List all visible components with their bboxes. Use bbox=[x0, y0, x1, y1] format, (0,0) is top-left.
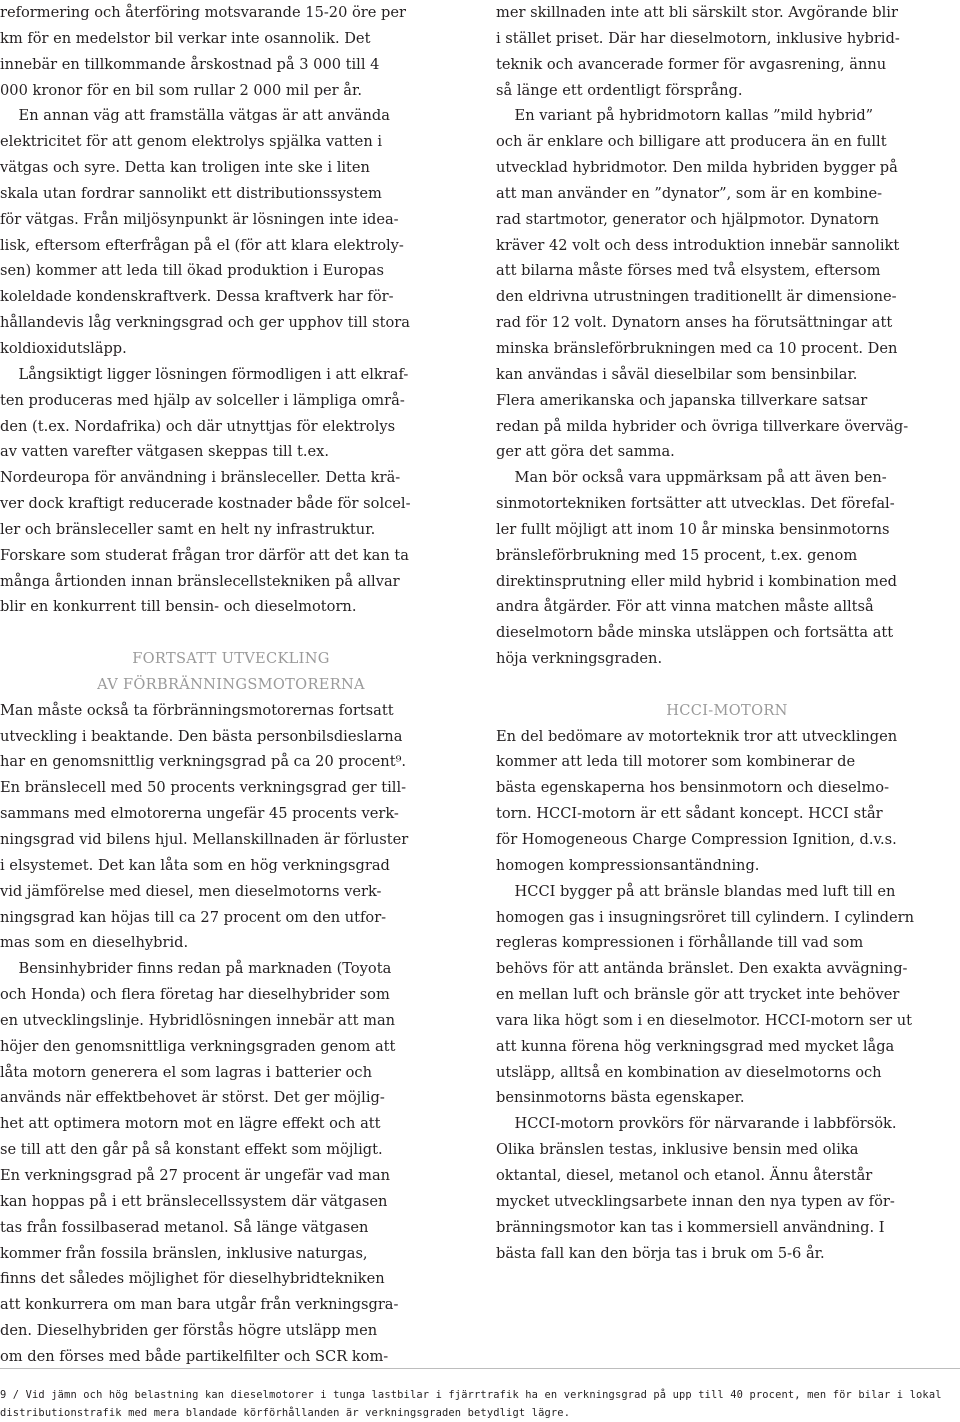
text-line: en mellan luft och bränsle gör att trycket inte behöver bbox=[496, 986, 900, 1004]
heading-line: FORTSATT UTVECKLING bbox=[132, 650, 330, 668]
text-line: i elsystemet. Det kan låta som en hög verkningsgrad bbox=[0, 856, 390, 874]
text-line: många årtionden innan bränslecellstekniken på allvar bbox=[0, 572, 400, 590]
text-line: utsläpp, alltså en kombination av dieselmotorns och bbox=[496, 1063, 882, 1081]
text-line: mer skillnaden inte att bli särskilt stor. Avgörande blir bbox=[496, 4, 898, 21]
text-line: redan på milda hybrider och övriga tillverkare överväg- bbox=[496, 417, 909, 435]
section-heading bbox=[0, 646, 462, 698]
text-line: andra åtgärder. För att vinna matchen måste alltså bbox=[496, 598, 874, 616]
text-line: En annan väg att framställa vätgas är att använda bbox=[0, 107, 390, 125]
text-line: behövs för att antända bränslet. Den exakta avvägning- bbox=[496, 960, 908, 978]
text-line: bränsleförbrukning med 15 procent, t.ex. genom bbox=[496, 546, 858, 564]
footnote-line: 9 / Vid jämn och hög belastning kan dieselmotorer i tunga lastbilar i fjärrtrafik ha en verkningsgrad på upp till 40 procent, men för bilar i lokal bbox=[0, 1389, 942, 1401]
text-line: mas som en dieselhybrid. bbox=[0, 934, 189, 952]
text-line: het att optimera motorn mot en lägre effekt och att bbox=[0, 1115, 381, 1133]
text-line: teknik och avancerade former för avgasrening, ännu bbox=[496, 55, 887, 73]
text-line: den (t.ex. Nordafrika) och där utnyttjas för elektrolys bbox=[0, 417, 396, 435]
footnote bbox=[0, 1386, 960, 1422]
text-line: direktinsprutning eller mild hybrid i kombination med bbox=[496, 572, 897, 590]
text-line: och är enklare och billigare att producera än en fullt bbox=[496, 133, 887, 151]
text-line: koldioxidutsläpp. bbox=[0, 339, 127, 357]
text-line: 000 kronor för en bil som rullar 2 000 mil per år. bbox=[0, 81, 363, 99]
paragraph bbox=[496, 0, 958, 103]
left-column bbox=[0, 0, 462, 1370]
footnote-divider bbox=[0, 1368, 960, 1369]
text-line: oktantal, diesel, metanol och etanol. Ännu återstår bbox=[496, 1166, 873, 1184]
text-line: om den förses med både partikelfilter och SCR kom- bbox=[0, 1347, 389, 1365]
spacer bbox=[496, 672, 958, 698]
text-line: blir en konkurrent till bensin- och dieselmotorn. bbox=[0, 598, 357, 616]
paragraph bbox=[496, 724, 958, 879]
text-line: kan hoppas på i ett bränslecellssystem där vätgasen bbox=[0, 1192, 388, 1210]
text-line: ver dock kraftigt reducerade kostnader både för solcel- bbox=[0, 495, 411, 513]
text-line: koleldade kondenskraftverk. Dessa kraftverk har för- bbox=[0, 288, 394, 306]
text-line: för Homogeneous Charge Compression Ignition, d.v.s. bbox=[496, 831, 897, 848]
text-line: En variant på hybridmotorn kallas ”mild hybrid” bbox=[496, 107, 874, 125]
text-line: En del bedömare av motorteknik tror att utvecklingen bbox=[496, 727, 898, 745]
text-line: vara lika högt som i en dieselmotor. HCCI-motorn ser ut bbox=[496, 1011, 912, 1029]
section-heading bbox=[496, 698, 958, 724]
text-line: finns det således möjlighet för dieselhybridtekniken bbox=[0, 1270, 385, 1288]
text-line: lisk, eftersom efterfrågan på el (för att klara elektroly- bbox=[0, 236, 404, 254]
text-line: reformering och återföring motsvarande 15-20 öre per bbox=[0, 4, 406, 21]
text-line: bästa egenskaperna hos bensinmotorn och dieselmo- bbox=[496, 779, 890, 797]
text-line: kräver 42 volt och dess introduktion innebär sannolikt bbox=[496, 236, 900, 254]
text-line: vid jämförelse med diesel, men dieselmotorns verk- bbox=[0, 882, 382, 900]
text-line: dieselmotorn både minska utsläppen och fortsätta att bbox=[496, 624, 894, 642]
text-line: minska bränsleförbrukningen med ca 10 procent. Den bbox=[496, 339, 898, 357]
right-column bbox=[496, 0, 958, 1266]
paragraph bbox=[0, 362, 462, 620]
text-line: rad för 12 volt. Dynatorn anses ha förutsättningar att bbox=[496, 314, 893, 332]
text-line: i stället priset. Där har dieselmotorn, inklusive hybrid- bbox=[496, 29, 900, 47]
footnote-line: distributionstrafik med mera blandade körförhållanden är verkningsgraden betydligt lägre. bbox=[0, 1407, 571, 1419]
text-line: Man bör också vara uppmärksam på att även ben- bbox=[496, 469, 887, 487]
text-line: skala utan fordrar sannolikt ett distributionssystem bbox=[0, 184, 382, 202]
text-line: den eldrivna utrustningen traditionellt är dimensione- bbox=[496, 288, 897, 306]
text-line: bränningsmotor kan tas i kommersiell användning. I bbox=[496, 1218, 885, 1236]
text-line: sen) kommer att leda till ökad produktion i Europas bbox=[0, 262, 384, 280]
text-line: att bilarna måste förses med två elsystem, eftersom bbox=[496, 262, 881, 280]
text-line: kan användas i såväl dieselbilar som bensinbilar. bbox=[496, 365, 858, 383]
paragraph bbox=[0, 0, 462, 103]
text-line: tas från fossilbaserad metanol. Så länge vätgasen bbox=[0, 1218, 369, 1236]
paragraph bbox=[0, 103, 462, 361]
text-line: regleras kompressionen i förhållande till vad som bbox=[496, 934, 864, 952]
text-line: En bränslecell med 50 procents verkningsgrad ger till- bbox=[0, 779, 407, 797]
text-line: att kunna förena hög verkningsgrad med mycket låga bbox=[496, 1037, 895, 1055]
text-line: för vätgas. Från miljösynpunkt är lösningen inte idea- bbox=[0, 210, 399, 228]
text-line: utvecklad hybridmotor. Den milda hybriden bygger på bbox=[496, 159, 898, 177]
paragraph bbox=[496, 879, 958, 1112]
text-line: av vatten varefter vätgasen skeppas till t.ex. bbox=[0, 443, 330, 461]
text-line: homogen gas i insugningsröret till cylindern. I cylindern bbox=[496, 908, 914, 926]
text-line: har en genomsnittlig verkningsgrad på ca 20 procent⁹. bbox=[0, 753, 407, 771]
text-line: mycket utvecklingsarbete innan den nya typen av för- bbox=[496, 1192, 895, 1210]
text-line: Olika bränslen testas, inklusive bensin med olika bbox=[496, 1141, 859, 1159]
text-line: kommer från fossila bränslen, inklusive naturgas, bbox=[0, 1244, 368, 1262]
text-line: bensinmotorns bästa egenskaper. bbox=[496, 1089, 745, 1107]
text-line: att konkurrera om man bara utgår från verkningsgra- bbox=[0, 1296, 399, 1314]
text-line: så länge ett ordentligt försprång. bbox=[496, 81, 743, 99]
text-line: elektricitet för att genom elektrolys spjälka vatten i bbox=[0, 133, 383, 151]
text-line: ten produceras med hjälp av solceller i lämpliga områ- bbox=[0, 391, 405, 409]
paragraph bbox=[496, 1111, 958, 1266]
text-line: och Honda) och flera företag har dieselhybrider som bbox=[0, 986, 390, 1004]
text-line: Bensinhybrider finns redan på marknaden (Toyota bbox=[0, 960, 392, 978]
text-line: torn. HCCI-motorn är ett sådant koncept. HCCI står bbox=[496, 805, 883, 823]
text-line: Flera amerikanska och japanska tillverkare satsar bbox=[496, 391, 868, 409]
text-line: HCCI bygger på att bränsle blandas med luft till en bbox=[496, 882, 896, 900]
text-line: bästa fall kan den börja tas i bruk om 5-6 år. bbox=[496, 1244, 825, 1262]
text-line: ger att göra det samma. bbox=[496, 443, 675, 461]
text-line: ningsgrad kan höjas till ca 27 procent om den utfor- bbox=[0, 908, 387, 926]
text-line: sinmotortekniken fortsätter att utvecklas. Det förefal- bbox=[496, 495, 895, 513]
text-line: används när effektbehovet är störst. Det ger möjlig- bbox=[0, 1089, 385, 1107]
text-line: Nordeuropa för användning i bränsleceller. Detta krä- bbox=[0, 469, 401, 487]
text-line: sammans med elmotorerna ungefär 45 procents verk- bbox=[0, 805, 399, 823]
text-line: ler fullt möjligt att inom 10 år minska bensinmotorns bbox=[496, 520, 890, 538]
text-line: vätgas och syre. Detta kan troligen inte ske i liten bbox=[0, 159, 370, 177]
text-line: ler och bränsleceller samt en helt ny infrastruktur. bbox=[0, 520, 376, 538]
text-line: hållandevis låg verkningsgrad och ger upphov till stora bbox=[0, 314, 410, 332]
heading-line: AV FÖRBRÄNNINGSMOTORERNA bbox=[97, 675, 365, 693]
text-line: låta motorn generera el som lagras i batterier och bbox=[0, 1063, 372, 1081]
text-line: höja verkningsgraden. bbox=[496, 650, 663, 668]
text-line: Långsiktigt ligger lösningen förmodligen i att elkraf- bbox=[0, 365, 409, 383]
text-line: ningsgrad vid bilens hjul. Mellanskillnaden är förluster bbox=[0, 831, 409, 848]
text-line: homogen kompressionsantändning. bbox=[496, 856, 760, 874]
text-line: innebär en tillkommande årskostnad på 3 000 till 4 bbox=[0, 55, 380, 73]
paragraph bbox=[496, 103, 958, 465]
spacer bbox=[0, 620, 462, 646]
text-line: HCCI-motorn provkörs för närvarande i labbförsök. bbox=[496, 1115, 897, 1133]
text-line: att man använder en ”dynator”, som är en kombine- bbox=[496, 184, 883, 202]
text-line: en utvecklingslinje. Hybridlösningen innebär att man bbox=[0, 1011, 396, 1029]
text-line: km för en medelstor bil verkar inte osannolik. Det bbox=[0, 29, 371, 47]
paragraph bbox=[0, 956, 462, 1370]
paragraph bbox=[0, 698, 462, 956]
text-line: En verkningsgrad på 27 procent är ungefär vad man bbox=[0, 1166, 391, 1184]
text-line: rad startmotor, generator och hjälpmotor. Dynatorn bbox=[496, 210, 880, 228]
text-line: utveckling i beaktande. Den bästa personbilsdieslarna bbox=[0, 727, 403, 745]
text-line: höjer den genomsnittliga verkningsgraden genom att bbox=[0, 1037, 396, 1055]
text-line: kommer att leda till motorer som kombinerar de bbox=[496, 753, 856, 771]
text-line: den. Dieselhybriden ger förstås högre utsläpp men bbox=[0, 1322, 378, 1340]
text-line: Forskare som studerat frågan tror därför att det kan ta bbox=[0, 546, 409, 564]
text-line: Man måste också ta förbränningsmotorernas fortsatt bbox=[0, 701, 394, 719]
text-line: se till att den går på så konstant effekt som möjligt. bbox=[0, 1141, 383, 1159]
paragraph bbox=[496, 465, 958, 672]
heading-line: HCCI-MOTORN bbox=[666, 701, 788, 719]
